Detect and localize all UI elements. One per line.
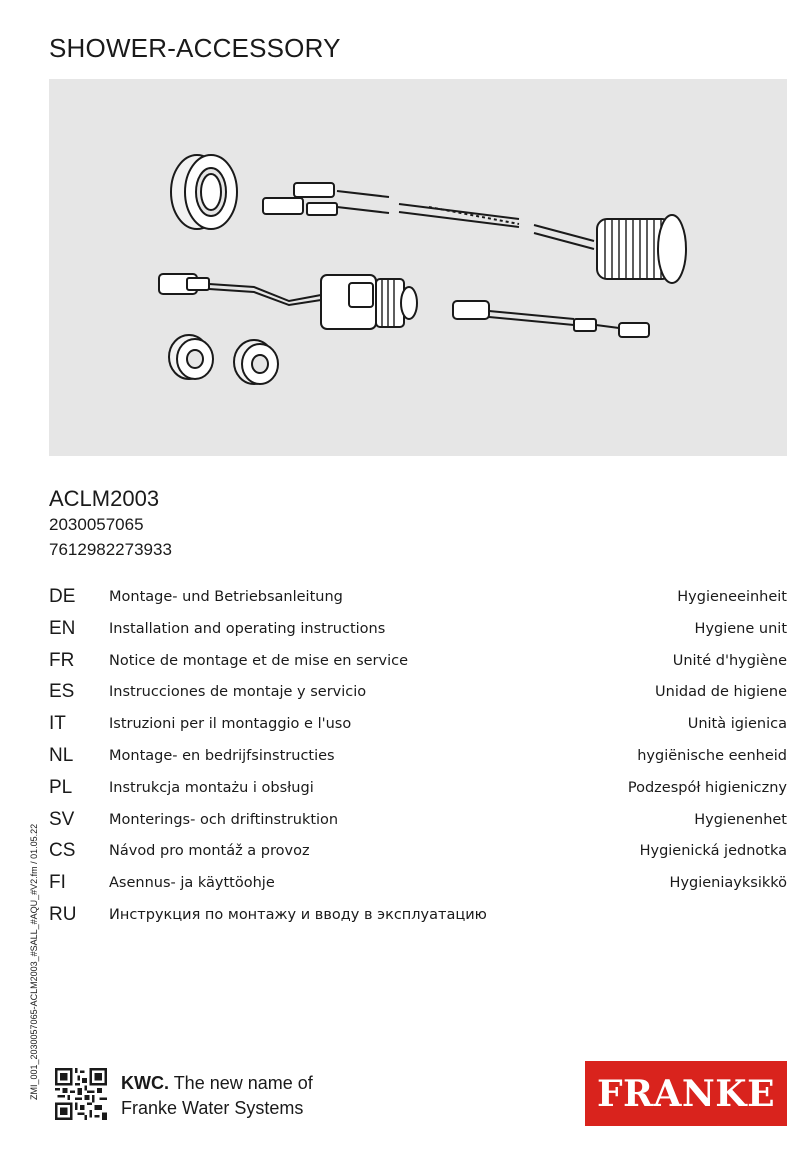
language-row bbox=[49, 713, 787, 745]
language-row bbox=[49, 872, 787, 904]
instructions-title: Installation and operating instructions bbox=[109, 620, 386, 637]
language-code: SV bbox=[49, 808, 75, 830]
kwc-tagline-2: Franke Water Systems bbox=[121, 1098, 304, 1118]
instructions-title: Notice de montage et de mise en service bbox=[109, 652, 409, 669]
product-name: Unità igienica bbox=[687, 716, 787, 733]
franke-logo-text: FRANKE bbox=[596, 1072, 776, 1115]
product-name: Podzespół higieniczny bbox=[627, 779, 787, 796]
language-row bbox=[49, 618, 787, 650]
qr-code-icon[interactable] bbox=[55, 1068, 107, 1125]
product-parts-drawing bbox=[49, 79, 787, 456]
instructions-title: Инструкция по монтажу и вводу в эксплуатацию bbox=[109, 906, 487, 923]
instructions-title: Monterings- och driftinstruktion bbox=[109, 811, 339, 828]
language-code: EN bbox=[49, 617, 76, 639]
flange-ring-part bbox=[171, 155, 237, 229]
language-code: CS bbox=[49, 840, 76, 862]
cable-assembly-right bbox=[453, 301, 649, 337]
language-code: PL bbox=[49, 776, 73, 798]
product-name: Hygiene unit bbox=[694, 620, 787, 637]
instructions-title: Instrukcja montażu i obsługi bbox=[109, 779, 314, 796]
language-row bbox=[49, 809, 787, 841]
instructions-title: Istruzioni per il montaggio e l'uso bbox=[109, 716, 352, 733]
language-code: FI bbox=[49, 872, 66, 894]
instructions-title: Montage- und Betriebsanleitung bbox=[109, 589, 343, 605]
product-name: Hygienická jednotka bbox=[639, 843, 787, 860]
instructions-title: Montage- en bedrijfsinstructies bbox=[109, 747, 335, 764]
document-reference: ZMI_001_2030057065-ACLM2003_#SALL_#AQU_#V2.fm / 01.05.22 bbox=[29, 823, 39, 1100]
product-illustration bbox=[49, 79, 787, 456]
language-list bbox=[49, 586, 787, 936]
language-row bbox=[49, 586, 787, 618]
kwc-tagline-1: The new name of bbox=[173, 1073, 313, 1093]
kwc-brand-note bbox=[121, 1071, 313, 1121]
kwc-line-1 bbox=[121, 1071, 313, 1096]
language-code: DE bbox=[49, 586, 76, 607]
language-code: RU bbox=[49, 903, 77, 925]
kwc-brand: KWC. bbox=[121, 1073, 169, 1093]
article-number: 2030057065 bbox=[49, 515, 144, 534]
ean-code: 7612982273933 bbox=[49, 540, 172, 559]
language-code: FR bbox=[49, 649, 75, 671]
document-title: SHOWER-ACCESSORY bbox=[49, 33, 341, 63]
language-row bbox=[49, 777, 787, 809]
threaded-sleeve-part bbox=[597, 215, 686, 283]
language-row bbox=[49, 840, 787, 872]
product-name: Unidad de higiene bbox=[655, 684, 787, 701]
instructions-title: Návod pro montáž a provoz bbox=[109, 843, 310, 860]
franke-logo bbox=[585, 1061, 787, 1126]
language-code: IT bbox=[49, 713, 66, 735]
product-name: Hygienenhet bbox=[694, 811, 787, 828]
product-name: hygiënische eenheid bbox=[637, 747, 787, 764]
product-model: ACLM2003 bbox=[49, 486, 160, 511]
instructions-title: Asennus- ja käyttöohje bbox=[109, 875, 275, 892]
seal-ring-parts bbox=[169, 335, 278, 384]
language-row bbox=[49, 681, 787, 713]
language-code: ES bbox=[49, 681, 75, 703]
product-name: Hygieneeinheit bbox=[677, 589, 787, 605]
valve-body-part bbox=[159, 274, 417, 329]
instructions-title: Instrucciones de montaje y servicio bbox=[109, 684, 367, 701]
language-row bbox=[49, 745, 787, 777]
cable-assembly-top bbox=[263, 183, 594, 249]
language-code: NL bbox=[49, 744, 74, 766]
product-name: Hygieniayksikkö bbox=[669, 875, 787, 892]
language-row bbox=[49, 904, 787, 936]
product-name: Unité d'hygiène bbox=[672, 652, 787, 669]
language-row bbox=[49, 650, 787, 682]
